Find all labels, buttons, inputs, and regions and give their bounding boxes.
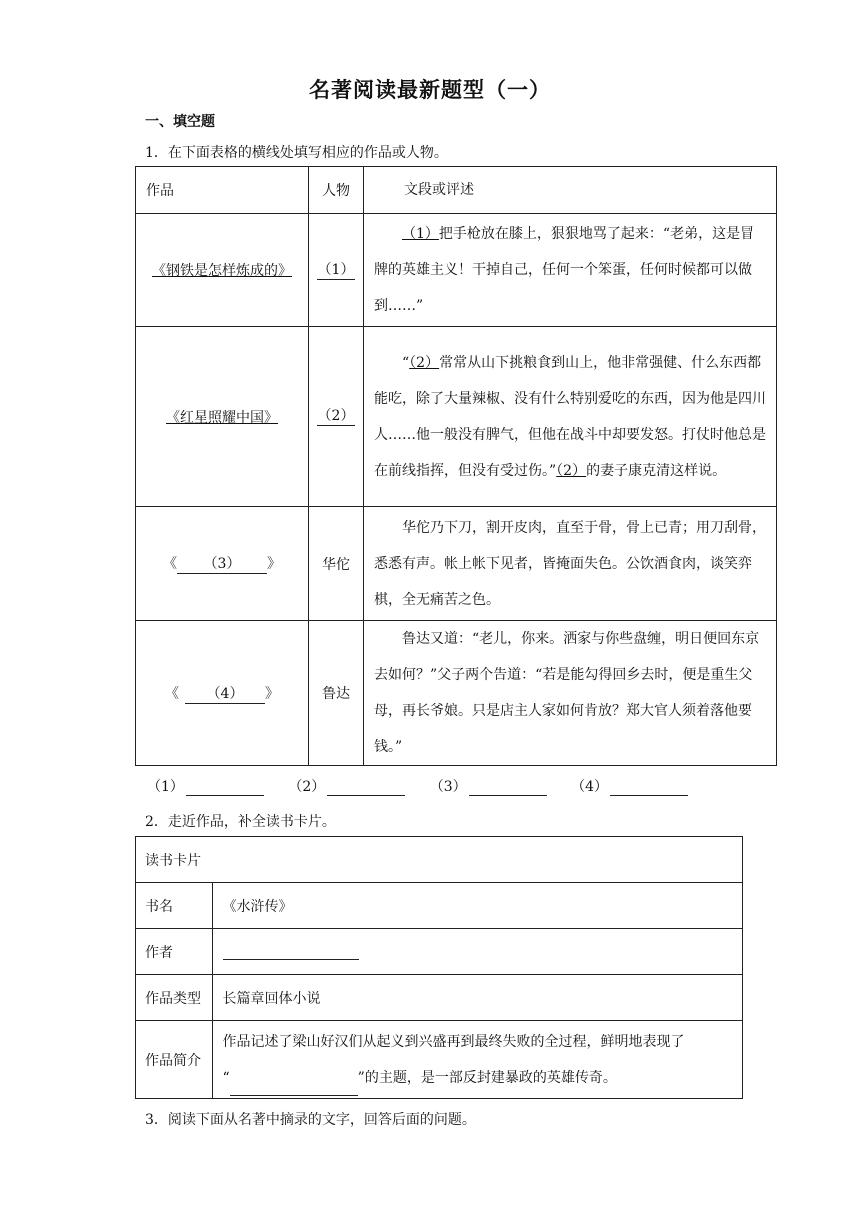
theme-field[interactable] xyxy=(230,1081,358,1096)
page-title: 名著阅读最新题型（一） xyxy=(309,78,551,102)
answer-blanks: （1） （2） （3） （4） xyxy=(147,776,708,796)
card-key: 作品类型 xyxy=(136,975,213,1021)
table-row: 《 （3） 》 华佗 华佗乃下刀，割开皮肉，直至于骨，骨上已青；用刀刮骨，悉悉有声。帐上帐下见者，皆掩面失色。公饮酒食肉，谈笑弈棋，全无痛苦之色。 xyxy=(136,507,777,621)
work-blank[interactable]: （3） xyxy=(177,555,267,574)
inline-blank[interactable]: （1） xyxy=(402,226,439,242)
table-row xyxy=(136,883,743,929)
work-title: 《钢铁是怎样炼成的》 xyxy=(152,263,292,279)
person-name: 鲁达 xyxy=(309,621,364,766)
card-value: 作品记述了梁山好汉们从起义到兴盛再到最终失败的全过程，鲜明地表现了 “ ”的主题，是一部反封建暴政的英雄传奇。 xyxy=(212,1021,743,1099)
person-blank[interactable]: （1） xyxy=(317,261,355,278)
card-title: 读书卡片 xyxy=(136,837,743,883)
person-blank[interactable]: （2） xyxy=(317,408,355,424)
table-row xyxy=(136,975,743,1021)
answer-3-field[interactable] xyxy=(469,781,547,796)
question-1-prompt: 1．在下面表格的横线处填写相应的作品或人物。 xyxy=(145,145,448,161)
table-row xyxy=(136,214,777,327)
answer-4-field[interactable] xyxy=(610,781,688,796)
reading-card-table xyxy=(135,836,743,1099)
card-key: 作者 xyxy=(136,929,213,975)
card-value: 长篇章回体小说 xyxy=(212,975,743,1021)
card-key: 作品简介 xyxy=(136,1021,213,1099)
answer-2-field[interactable] xyxy=(327,781,405,796)
work-title: 《红星照耀中国》 xyxy=(166,409,278,426)
passage-text: 华佗乃下刀，割开皮肉，直至于骨，骨上已青；用刀刮骨，悉悉有声。帐上帐下见者，皆掩面失色。公饮酒食肉，谈笑弈棋，全无痛苦之色。 xyxy=(374,519,766,608)
table-row xyxy=(136,929,743,975)
passage-text: 鲁达又道：“老儿，你来。洒家与你些盘缠，明日便回东京去如何？”父子两个告道：“若是能勾得回乡去时，便是重生父母，再长爷娘。只是店主人家如何肯放？郑大官人须着落他要钱。” xyxy=(374,631,760,755)
person-name: 华佗 xyxy=(309,507,364,621)
author-field[interactable] xyxy=(223,945,359,960)
card-value: 《水浒传》 xyxy=(212,883,743,929)
table-header-row xyxy=(136,167,777,214)
passage-text: （1）把手枪放在膝上，狠狠地骂了起来：“老弟，这是冒牌的英雄主义！干掉自己，任何一个笨蛋，任何时候都可以做到……” xyxy=(374,226,755,314)
answer-1-field[interactable] xyxy=(186,781,264,796)
section-heading: 一、填空题 xyxy=(145,114,215,130)
card-key: 书名 xyxy=(136,883,213,929)
works-table xyxy=(135,166,777,766)
header-work: 作品 xyxy=(136,167,309,214)
work-blank[interactable]: （4） xyxy=(185,685,265,704)
table-row xyxy=(136,327,777,507)
header-person: 人物 xyxy=(309,167,364,214)
header-text: 文段或评述 xyxy=(364,167,777,214)
table-row xyxy=(136,1021,743,1099)
inline-blank[interactable]: （2） xyxy=(409,354,440,371)
passage-text: “（2）常常从山下挑粮食到山上，他非常强健、什么东西都能吃，除了大量辣椒、没有什么特别爱吃的东西，因为他是四川人……他一般没有脾气，但他在战斗中却要发怒。打仗时他总是在前线指挥，但没有受过伤。”（2）的妻子康克清这样说。 xyxy=(374,354,766,479)
question-2-prompt: 2．走近作品，补全读书卡片。 xyxy=(145,814,336,830)
table-row: 《 （4） 》 鲁达 鲁达又道：“老儿，你来。洒家与你些盘缠，明日便回东京去如何？”父子两个告道：“若是能勾得回乡去时，便是重生父母，再长爷娘。只是店主人家如何肯放？郑大官人须着落他要钱。” xyxy=(136,621,777,766)
question-3-prompt: 3．阅读下面从名著中摘录的文字，回答后面的问题。 xyxy=(145,1112,476,1128)
inline-blank[interactable]: （2） xyxy=(556,462,587,479)
